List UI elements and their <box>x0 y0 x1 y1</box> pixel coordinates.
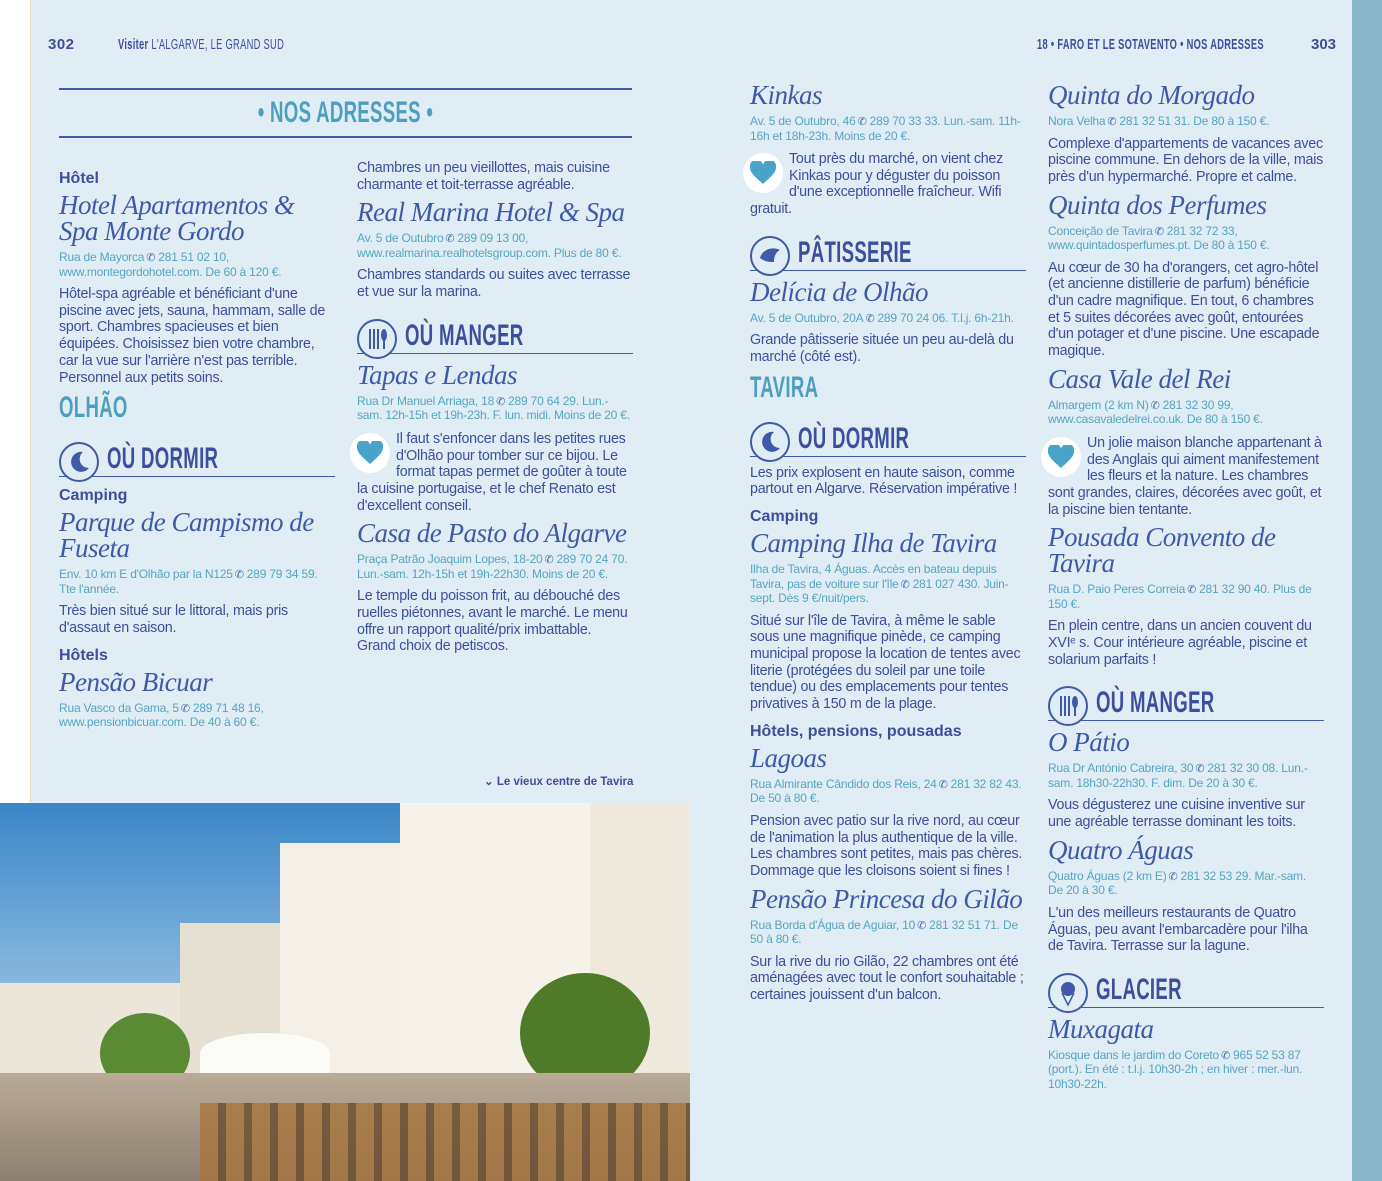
description: Situé sur l'île de Tavira, à même le sable sous une magnifique pinède, ce camping municipal propose la location de tentes avec literie (protégées du soleil par une toile tendue) ou des emplacements pour tentes privatives à 150 m de la plage. <box>750 612 1021 713</box>
phone-icon: ✆ <box>857 116 867 128</box>
contact-details: 289 71 48 16, www.pensionbicuar.com. De 40 à 60 €. <box>59 700 264 730</box>
coup-de-coeur <box>357 431 633 515</box>
description: Sur la rive du rio Gilão, 22 chambres ont été aménagées avec tout le confort souhaitable ; certaines jouissent d'un balcon. <box>750 953 1024 1004</box>
contact-details: 281 32 30 99, www.casavaledelrei.co.uk. De 80 à 150 €. <box>1048 397 1263 427</box>
address-info <box>1048 224 1324 253</box>
address: Quatro Águas (2 km E) <box>1048 868 1167 883</box>
venue-name: Muxagata <box>1048 1013 1154 1044</box>
tavira-street-photo <box>0 803 690 1181</box>
venue-name: Pensão Bicuar <box>59 666 213 697</box>
address-info <box>59 250 335 279</box>
address: Rua Almirante Cândido dos Reis, 24 <box>750 776 937 791</box>
section-title: OÙ MANGER <box>1096 686 1215 720</box>
section-label: Visiter <box>118 36 149 53</box>
venue-name: Real Marina Hotel & Spa <box>357 197 625 228</box>
address: Nora Velha <box>1048 114 1106 128</box>
left-running-header <box>118 36 386 53</box>
phone-icon: ✆ <box>234 569 244 582</box>
description: En plein centre, dans un ancien couvent du XVIᵉ s. Cour intérieure agréable, piscine et solarium parfaits ! <box>1048 618 1312 668</box>
address-info <box>357 231 633 260</box>
contact-details: 965 52 53 87 (port.). En été : t.l.j. 10h30-2h ; en hiver : mer.-lun. 10h30-22h. <box>1048 1047 1303 1091</box>
review-text: Un jolie maison blanche appartenant à des Anglais qui aiment manifestement les fleurs et la nature. Les chambres sont grandes, claires, décorées avec goût, et la piscine bien tentante. <box>1048 434 1322 518</box>
phone-icon: ✆ <box>1195 763 1205 776</box>
venue-name: Pousada Convento de Tavira <box>1048 522 1276 579</box>
section-heading <box>357 313 633 354</box>
heart-icon <box>350 433 390 473</box>
right-page-number: 303 <box>1311 36 1337 53</box>
phone-icon: ✆ <box>938 778 948 791</box>
phone-icon: ✆ <box>1168 870 1178 883</box>
address: Ilha de Tavira, 4 Águas. Accès en bateau depuis Tavira, pas de voiture sur l'île <box>750 562 997 591</box>
address-info <box>357 552 633 581</box>
page-edge-tab <box>1352 0 1382 1181</box>
section-heading <box>1048 967 1324 1008</box>
address-info <box>1048 114 1324 129</box>
venue-name: Casa Vale del Rei <box>1048 363 1231 394</box>
fork-icon <box>1048 686 1088 726</box>
phone-icon: ✆ <box>1107 116 1117 128</box>
section-title: OÙ MANGER <box>405 318 524 352</box>
contact-details: 281 32 53 29. Mar.-sam. De 20 à 30 €. <box>1048 868 1306 898</box>
phone-icon: ✆ <box>900 578 910 591</box>
venue-name: Camping Ilha de Tavira <box>750 528 997 559</box>
moon-icon <box>750 422 790 462</box>
contact-details: 281 32 30 08. Lun.-sam. 18h30-22h30. F. dim. De 20 à 30 €. <box>1048 761 1308 790</box>
address: Rua Dr Manuel Arriaga, 18 <box>357 393 495 408</box>
description: Complexe d'appartements de vacances avec piscine commune. En dehors de la ville, mais près d'un hypermarché. Propre et calme. <box>1048 135 1324 185</box>
town-heading: TAVIRA <box>750 370 819 404</box>
address: Av. 5 de Outubro, 20A <box>750 310 864 325</box>
venue-name: Quinta do Morgado <box>1048 80 1255 110</box>
fork-icon <box>357 319 397 359</box>
section-heading <box>750 230 1026 271</box>
venue-name: Parque de Campismo de Fuseta <box>59 507 314 564</box>
review-text: Il faut s'enfoncer dans les petites rues d'Olhão pour tomber sur ce bijou. Le format tapas permet de goûter à toute la cuisine portugaise, et le chef Renato est d'excellent conseil. <box>357 430 627 514</box>
column-1 <box>59 160 335 737</box>
contact-details: 289 70 33 33. Lun.-sam. 11h-16h et 18h-23h. Moins de 20 €. <box>750 114 1021 143</box>
phone-icon: ✆ <box>496 395 506 408</box>
section-title: PÂTISSERIE <box>798 235 912 269</box>
phone-icon: ✆ <box>1150 399 1160 412</box>
phone-icon: ✆ <box>146 252 156 264</box>
section-heading <box>750 416 1026 457</box>
phone-icon: ✆ <box>180 702 190 715</box>
contact-details: 281 32 51 71. De 50 à 80 €. <box>750 917 1018 947</box>
phone-icon: ✆ <box>544 554 554 567</box>
section-title: OÙ DORMIR <box>107 442 219 476</box>
address-info <box>750 562 1026 606</box>
heart-icon <box>743 153 783 193</box>
address: Praça Patrão Joaquim Lopes, 18-20 <box>357 552 543 567</box>
address-info <box>750 114 1026 143</box>
address-info <box>1048 869 1324 898</box>
venue-name: Delícia de Olhão <box>750 276 928 307</box>
section-title: GLACIER <box>1096 972 1182 1006</box>
venue-name: Tapas e Lendas <box>357 359 518 390</box>
contact-details: 281 027 430. Juin-sept. Dès 9 €/nuit/pers. <box>750 576 1009 606</box>
croissant-icon <box>750 236 790 276</box>
address: Env. 10 km E d'Olhão par la N125 <box>59 567 233 582</box>
address: Rua D. Paio Peres Correia <box>1048 582 1186 597</box>
address: Almargem (2 km N) <box>1048 397 1149 412</box>
address: Av. 5 de Outubro <box>357 231 444 246</box>
venue-name: Kinkas <box>750 80 823 110</box>
address-info <box>1048 582 1324 611</box>
venue-name: Casa de Pasto do Algarve <box>357 518 627 549</box>
address-info <box>1048 398 1324 427</box>
column-3 <box>750 78 1026 1010</box>
description: Chambres standards ou suites avec terrasse et vue sur la marina. <box>357 267 631 301</box>
review-text: Tout près du marché, on vient chez Kinkas pour y déguster du poisson d'une exceptionnelle fraîcheur. Wifi gratuit. <box>750 151 1004 218</box>
contact-details: 289 09 13 00, www.realmarina.realhotelsgroup.com. Plus de 80 €. <box>357 231 622 260</box>
venue-name: Quatro Águas <box>1048 834 1194 865</box>
category-label: Hôtel <box>59 170 99 187</box>
phone-icon: ✆ <box>445 233 455 246</box>
nos-adresses-banner: • NOS ADRESSES • <box>59 88 632 138</box>
venue-name: Hotel Apartamentos & Spa Monte Gordo <box>59 190 295 246</box>
venue-name: Pensão Princesa do Gilão <box>750 883 1023 914</box>
address: Rua Dr António Cabreira, 30 <box>1048 761 1194 776</box>
venue-name: Lagoas <box>750 742 827 773</box>
description: Grande pâtisserie située un peu au-delà du marché (côté est). <box>750 332 1014 366</box>
address-info <box>59 701 335 730</box>
section-heading <box>1048 680 1324 721</box>
address: Kiosque dans le jardim do Coreto <box>1048 1047 1220 1062</box>
photo-caption: ⌄ Le vieux centre de Tavira <box>484 776 634 788</box>
section-heading <box>59 436 335 477</box>
description: Chambres un peu vieillottes, mais cuisine charmante et toit-terrasse agréable. <box>357 160 610 193</box>
description: Hôtel-spa agréable et bénéficiant d'une piscine avec jets, sauna, hammam, salle de sport. Chambres spacieuses et bien équipées. Choisissez bien votre chambre, car la vue sur l'arrière n'est pas terrible. Personnel aux petits soins. <box>59 286 326 386</box>
chevron-down-icon: ⌄ <box>484 776 497 788</box>
phone-icon: ✆ <box>917 919 927 932</box>
address-info <box>1048 1048 1324 1092</box>
address: Conceição de Tavira <box>1048 223 1153 238</box>
description: L'un des meilleurs restaurants de Quatro Águas, peu avant l'embarcadère pour l'ilha de Tavira. Terrasse sur la lagune. <box>1048 904 1308 955</box>
contact-details: 281 32 51 31. De 80 à 150 €. <box>1119 114 1270 128</box>
category-label: Camping <box>59 487 128 505</box>
description: Les prix explosent en haute saison, comme partout en Algarve. Réservation impérative ! <box>750 464 1018 498</box>
category-label: Hôtels, pensions, pousadas <box>750 722 962 740</box>
phone-icon: ✆ <box>1154 225 1164 238</box>
address: Rua de Mayorca <box>59 250 145 264</box>
contact-details: 281 51 02 10, www.montegordohotel.com. De 60 à 120 €. <box>59 250 282 279</box>
address: Rua Borda d'Água de Aguiar, 10 <box>750 917 916 932</box>
contact-details: 281 32 72 33, www.quintadosperfumes.pt. De 80 à 150 €. <box>1048 223 1270 253</box>
description: Au cœur de 30 ha d'orangers, cet agro-hôtel (et ancienne distillerie de parfum) bénéficie d'un cadre magnifique. En tout, 6 chambres et 5 suites décorées avec goût, entourées d'un potager et d'une piscine. Une escapade magique. <box>1048 259 1320 360</box>
contact-details: 281 32 90 40. Plus de 150 €. <box>1048 582 1312 611</box>
chapter-title: L'ALGARVE, LE GRAND SUD <box>151 36 285 53</box>
phone-icon: ✆ <box>865 312 875 325</box>
address: Rua Vasco da Gama, 5 <box>59 700 179 715</box>
address-info <box>750 918 1026 947</box>
right-running-header: 18 • FARO ET LE SOTAVENTO • NOS ADRESSES <box>1037 36 1264 53</box>
moon-icon <box>59 442 99 482</box>
description: Pension avec patio sur la rive nord, au cœur de l'animation la plus authentique de la ville. Les chambres sont petites, mais pas chères. Dommage que les cloisons soient si fines ! <box>750 812 1023 879</box>
contact-details: 289 70 24 06. T.l.j. 6h-21h. <box>877 310 1014 325</box>
coup-de-coeur <box>1048 435 1324 519</box>
description: Le temple du poisson frit, au débouché des ruelles piétonnes, avant le marché. Le menu offre un rapport qualité/prix imbattable. Grand choix de petiscos. <box>357 588 628 655</box>
heart-icon <box>1041 437 1081 477</box>
column-4 <box>1048 78 1324 1098</box>
contact-details: 289 70 24 70. Lun.-sam. 12h-15h et 19h-22h30. Moins de 20 €. <box>357 552 628 581</box>
address-info <box>1048 761 1324 790</box>
address-info <box>357 394 633 423</box>
phone-icon: ✆ <box>1187 584 1197 597</box>
address-info <box>59 567 335 596</box>
address: Av. 5 de Outubro, 46 <box>750 114 856 128</box>
venue-name: Quinta dos Perfumes <box>1048 189 1267 220</box>
address-info <box>750 777 1026 806</box>
town-heading: OLHÃO <box>59 391 128 425</box>
column-2 <box>357 160 633 661</box>
left-page-number: 302 <box>48 36 75 53</box>
category-label: Camping <box>750 508 819 526</box>
coup-de-coeur <box>750 151 1026 218</box>
address-info <box>750 311 1026 326</box>
section-title: OÙ DORMIR <box>798 421 910 455</box>
ice-cream-icon <box>1048 973 1088 1013</box>
description: Très bien situé sur le littoral, mais pris d'assaut en saison. <box>59 603 288 636</box>
phone-icon: ✆ <box>1221 1049 1231 1062</box>
contact-details: 281 32 82 43. De 50 à 80 €. <box>750 776 1022 806</box>
contact-details: 289 70 64 29. Lun.-sam. 12h-15h et 19h-23h. F. lun. midi. Moins de 20 €. <box>357 393 630 423</box>
venue-name: O Pátio <box>1048 727 1130 758</box>
contact-details: 289 79 34 59. Tte l'année. <box>59 567 318 596</box>
description: Vous dégusterez une cuisine inventive sur une agréable terrasse dominant les toits. <box>1048 797 1305 831</box>
category-label: Hôtels <box>59 646 108 664</box>
